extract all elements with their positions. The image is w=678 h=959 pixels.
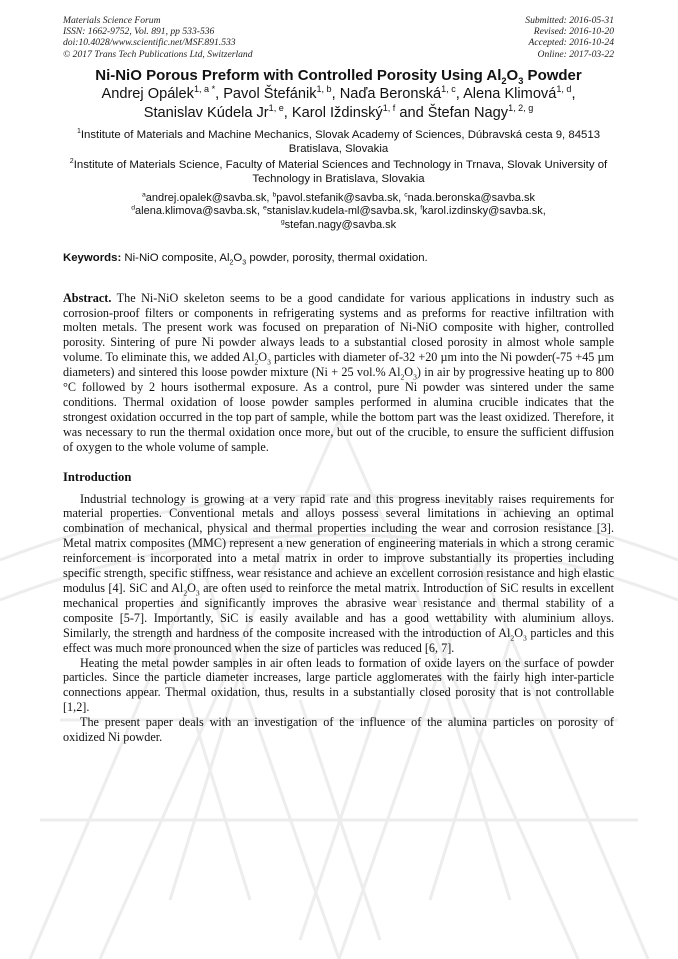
journal-info [63, 15, 253, 60]
author: Pavol Štefánik$^{1, b}$, [223, 83, 340, 102]
abstract: Abstract. The Ni-NiO skeleton seems to be a good candidate for various applications in industry such as corrosion-proof filters or components in refrigerating systems and as preforms for reactive infiltration with molten metals. The present work was focused on preparation of Ni-NiO composite with higher, controlled porosity. Sintering of pure Ni powder always leads to a substantial closed porosity in almost whole sample volume. To eliminate this, we added $Al_2O_3$ particles with diameter of-32 +20 µm into the Ni powder(-75 +45 µm diameters) and sintered this loose powder mixture (Ni + 25 vol.% $Al_2O_3$) in air by progressive heating up to 800 °C followed by 2 hours isothermal exposure. As a control, pure Ni powder was sintered under the same conditions. Thermal oxidation of loose powder samples performed in alumina crucible indicates that the strongest oxidation occurred in the top part of sample, while the bottom part was the least oxidized. Therefore, it was necessary to run the thermal oxidation once more, but out of the crucible, to ensure the sufficient diffusion of oxygen to the whole volume of sample. [63, 290, 615, 454]
affiliation-2: $^2$Institute of Materials Science, Faculty of Material Sciences and Technology in Trnava, Slovak University of Technology in Bratislava, Slovakia [69, 158, 608, 185]
author: Štefan Nagy$^{1, 2, g}$ [427, 102, 534, 121]
author-emails [63, 192, 614, 233]
accepted-date: Accepted: 2016-10-24 [528, 37, 614, 49]
keywords: Keywords: Ni-NiO composite, $Al_2O_3$ powder, porosity, thermal oxidation. [63, 251, 428, 266]
affiliations [63, 128, 614, 186]
email: $^b$pavol.stefanik@savba.sk, [272, 191, 405, 204]
journal-name: Materials Science Forum [63, 15, 161, 26]
paper-content [63, 15, 614, 745]
author: Alena Klimová$^{1, d}$, [463, 83, 576, 102]
author-list [63, 85, 614, 123]
submitted-date: Submitted: 2016-05-31 [525, 15, 614, 26]
abstract-label: Abstract. [63, 290, 112, 305]
email: $^e$stanislav.kudela-ml@savba.sk, [262, 204, 421, 218]
affiliation-1: $^1$Institute of Materials and Machine Mechanics, Slovak Academy of Sciences, Dúbravská cesta 9, 84513 Bratislava, Slovakia [76, 128, 601, 155]
email: $^a$andrej.opalek@savba.sk, [141, 191, 273, 204]
copyright-line: © 2017 Trans Tech Publications Ltd, Switzerland [63, 48, 253, 60]
publication-header [63, 15, 614, 60]
email: $^d$alena.klimova@savba.sk, [131, 204, 263, 218]
introduction-heading: Introduction [63, 469, 132, 484]
introduction-paragraph-1: Industrial technology is growing at a very rapid rate and this progress inevitably raises requirements for material properties. Conventional metals and alloys possess several limitations in achieving an optimal combination of mechanical, physical and thermal properties including the wear and corrosion resistance [3]. Metal matrix composites (MMC) represent a new generation of engineering materials in which a strong ceramic reinforcement is incorporated into a metal matrix in order to improve substantially its properties including specific strength, specific stiffness, wear resistance and achieve an excellent corrosion resistance and high elastic modulus [4]. SiC and $Al_2O_3$ are often used to reinforce the metal matrix. Introduction of SiC results in excellent mechanical properties and significantly improves the abrasive wear resistance and thermal stability of a composite [5-7]. Importantly, SiC is easily available and has a good wettability with aluminium alloys. Similarly, the strength and hardness of the composite increased with the introduction of $Al_2O_3$ particles and this effect was much more pronounced when the size of particles was reduced [6, 7]. [63, 491, 614, 655]
author: Karol Iždinský$^{1, f}$ and [291, 102, 428, 121]
date-info [525, 15, 614, 60]
introduction-paragraph-3: The present paper deals with an investigation of the influence of the alumina particles on porosity of oxidized Ni powder. [63, 715, 614, 745]
online-date: Online: 2017-03-22 [537, 48, 614, 60]
author: Naďa Beronská$^{1, c}$, [339, 83, 464, 102]
issn-line: ISSN: 1662-9752, Vol. 891, pp 533-536 [63, 26, 215, 38]
email: $^f$karol.izdinsky@savba.sk, [420, 204, 546, 218]
paper-title: Ni-NiO Porous Preform with Controlled Porosity Using $Al_2O_3$ Powder [95, 66, 582, 86]
keywords-label: Keywords: [63, 251, 122, 264]
author: Stanislav Kúdela Jr$^{1, e}$, [143, 102, 292, 121]
email: $^c$nada.beronska@savba.sk [404, 191, 536, 204]
revised-date: Revised: 2016-10-20 [533, 26, 614, 38]
introduction-paragraph-2: Heating the metal powder samples in air often leads to formation of oxide layers on the surface of powder particles. Since the particle diameter increases, large particle agglomerates with the fairly high inter-particle connections appear. Thermal oxidation, thus, results in a substantially closed porosity that is not controllable [1,2]. [63, 655, 614, 715]
email: $^g$stefan.nagy@savba.sk [280, 218, 397, 231]
doi-line: doi:10.4028/www.scientific.net/MSF.891.533 [63, 37, 236, 49]
author: Andrej Opálek$^{1, a *}$, [101, 83, 224, 102]
